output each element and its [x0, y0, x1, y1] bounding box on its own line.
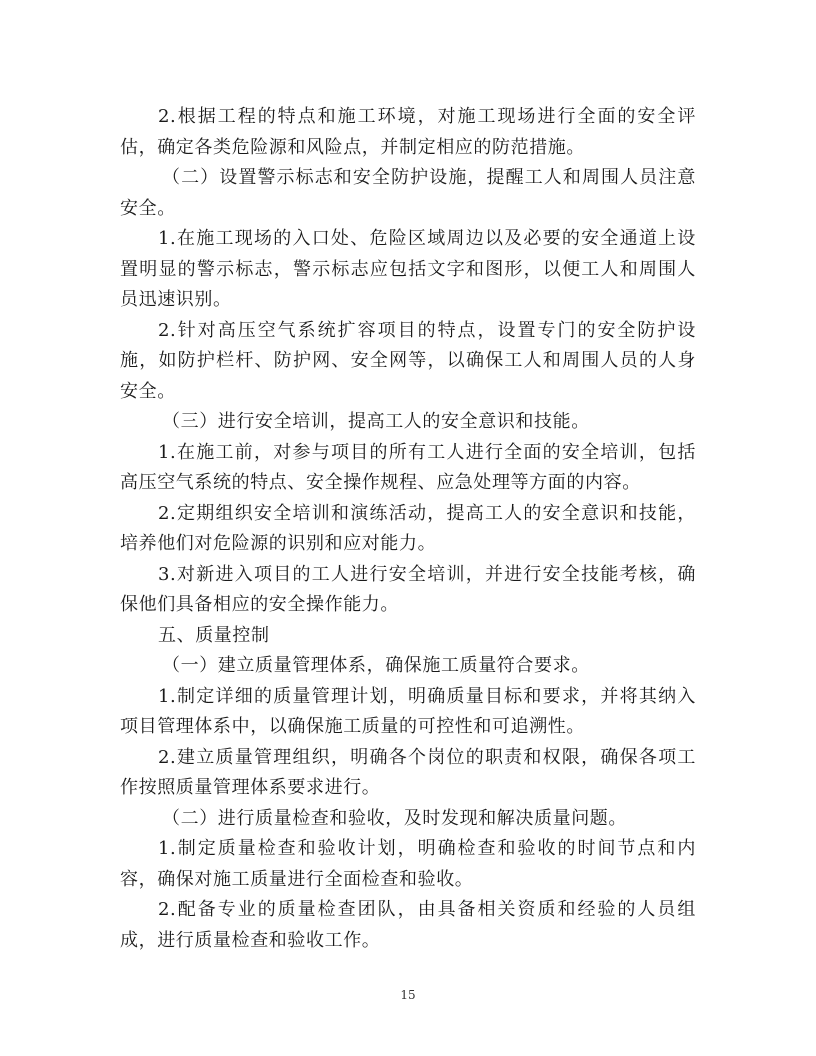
paragraph-item-3-new-worker-training: 3.对新进入项目的工人进行安全培训，并进行安全技能考核，确保他们具备相应的安全操作能力。	[120, 563, 696, 615]
paragraph-item-2-quality-organization: 2.建立质量管理组织，明确各个岗位的职责和权限，确保各项工作按照质量管理体系要求进行。	[120, 746, 696, 798]
document-body	[120, 102, 696, 956]
paragraph-item-2-inspection-team: 2.配备专业的质量检查团队，由具备相关资质和经验的人员组成，进行质量检查和验收工作。	[120, 899, 696, 951]
section-heading-quality-control: 五、质量控制	[158, 624, 270, 646]
paragraph-item-1-inspection-plan: 1.制定质量检查和验收计划，明确检查和验收的时间节点和内容，确保对施工质量进行全面检查和验收。	[120, 838, 696, 890]
page-number: 15	[400, 988, 416, 1002]
subheading-quality-system: （一）建立质量管理体系，确保施工质量符合要求。	[162, 655, 590, 676]
subheading-safety-training: （三）进行安全培训，提高工人的安全意识和技能。	[162, 411, 590, 432]
paragraph-item-2-regular-drills: 2.定期组织安全培训和演练活动，提高工人的安全意识和技能，培养他们对危险源的识别和应对能力。	[120, 502, 696, 554]
subheading-warning-signs: （二）设置警示标志和安全防护设施，提醒工人和周围人员注意安全。	[120, 167, 696, 219]
subheading-quality-inspection: （二）进行质量检查和验收，及时发现和解决质量问题。	[162, 807, 627, 829]
paragraph-item-1-warning-signs: 1.在施工现场的入口处、危险区域周边以及必要的安全通道上设置明显的警示标志，警示标志应包括文字和图形，以便工人和周围人员迅速识别。	[120, 228, 696, 310]
paragraph-item-1-pre-construction-training: 1.在施工前，对参与项目的所有工人进行全面的安全培训，包括高压空气系统的特点、安全操作规程、应急处理等方面的内容。	[120, 441, 696, 493]
paragraph-item-1-quality-plan: 1.制定详细的质量管理计划，明确质量目标和要求，并将其纳入项目管理体系中，以确保施工质量的可控性和可追溯性。	[120, 685, 696, 737]
paragraph-item-2-risk-assessment: 2.根据工程的特点和施工环境，对施工现场进行全面的安全评估，确定各类危险源和风险点，并制定相应的防范措施。	[120, 106, 696, 158]
paragraph-item-2-protective-facilities: 2.针对高压空气系统扩容项目的特点，设置专门的安全防护设施，如防护栏杆、防护网、安全网等，以确保工人和周围人员的人身安全。	[120, 319, 696, 402]
